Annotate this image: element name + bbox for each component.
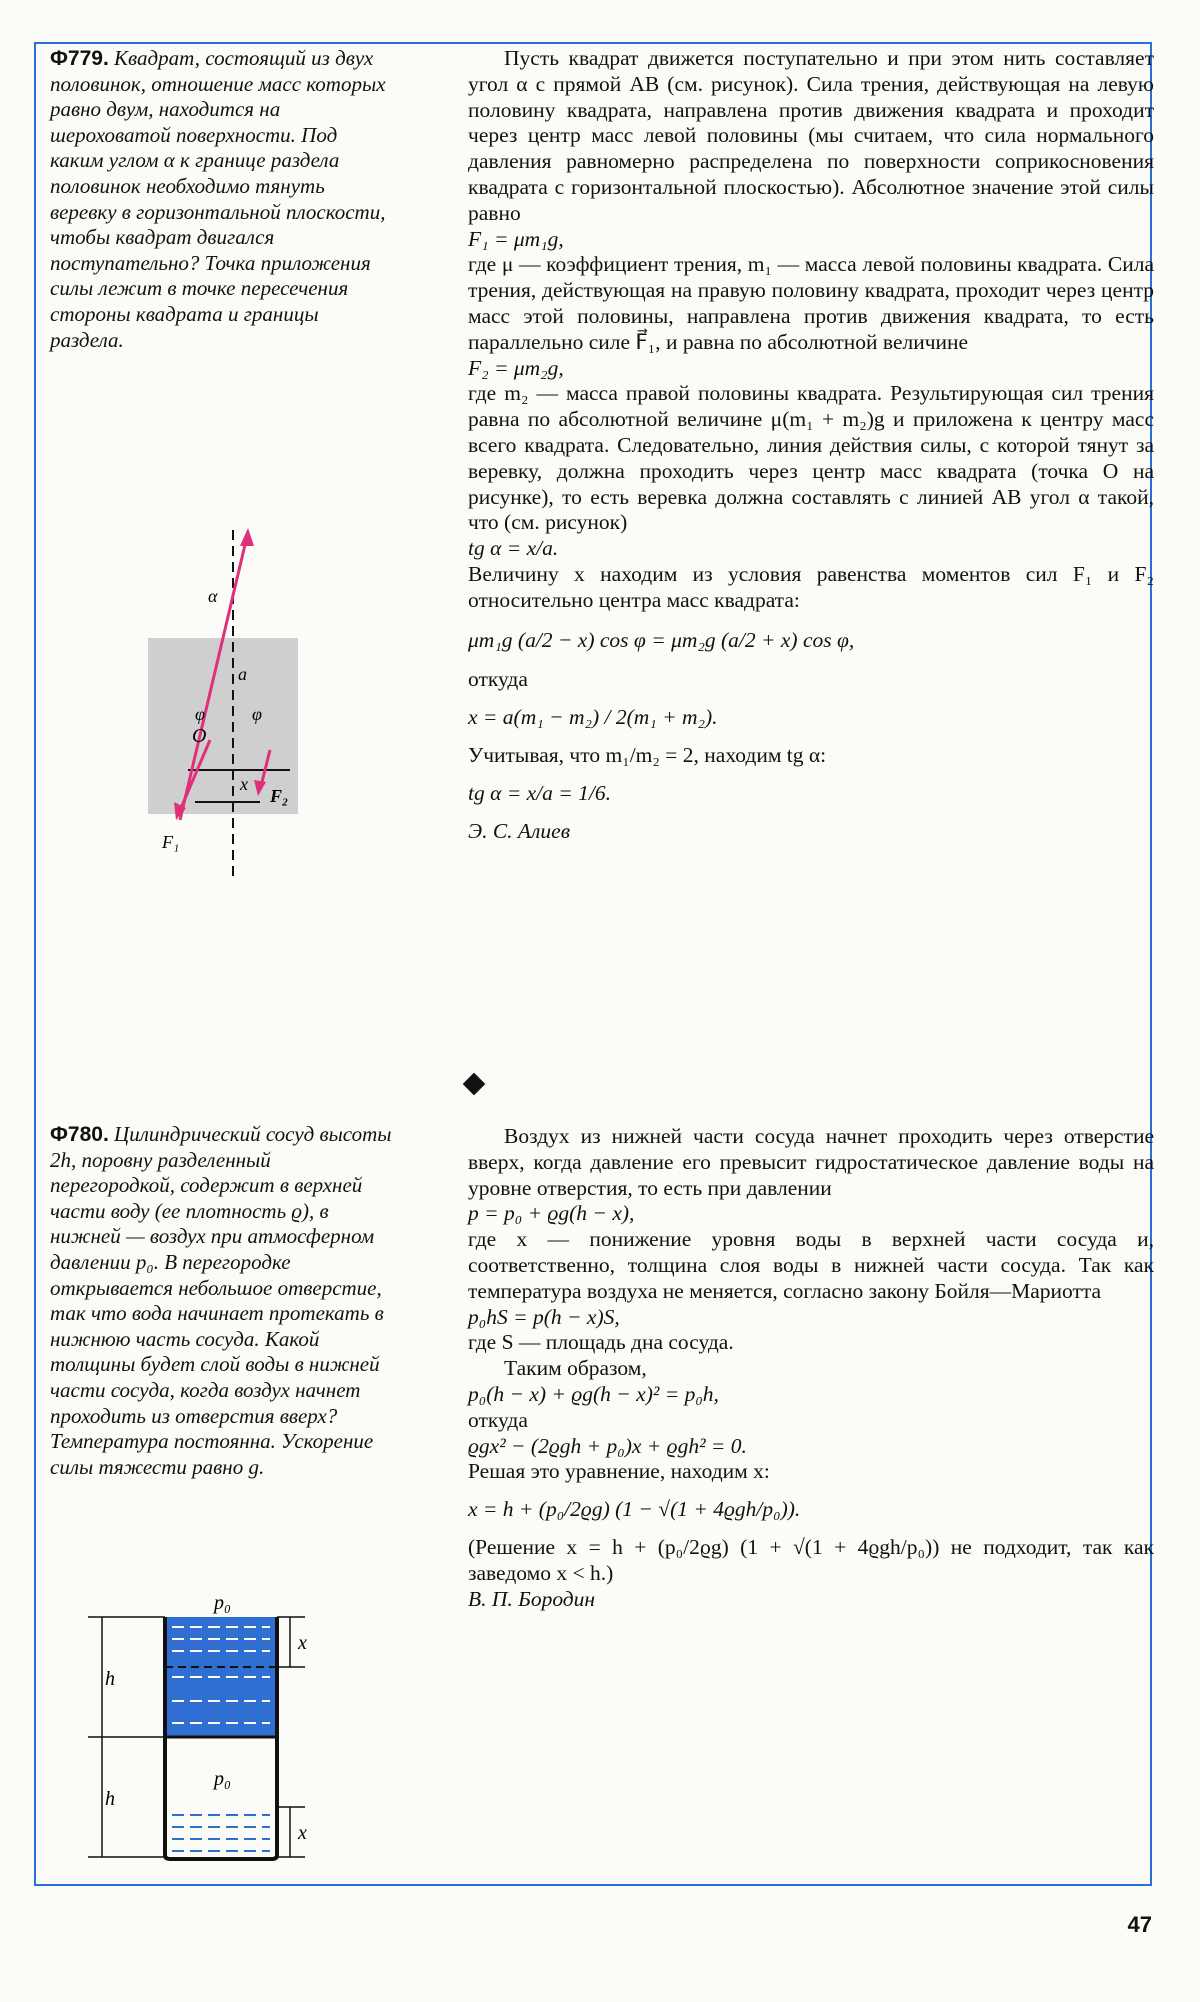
- problem-779-condition: [50, 46, 395, 353]
- label-h-upper: h: [105, 1668, 115, 1690]
- sol779-p1: Пусть квадрат движется поступательно и при этом нить составляет угол α с прямой AB (см. рисунок). Сила трения, действующая на левую половину квадрата, направлена против движения квадрата и проходит через центр масс левой половины (мы считаем, что сила нормального давления равномерно распределена по поверхности соприкосновения квадрата с горизонтальной плоскостью). Абсолютное значение этой силы равно: [468, 46, 1154, 225]
- sol780-p5: откуда: [468, 1407, 528, 1432]
- sol780-p7: (Решение x = h + (p₀/2ϱg) (1 + √(1 + 4ϱgh/p₀)) не подходит, так как заведомо x < h.): [468, 1534, 1154, 1585]
- label-x: x: [240, 774, 248, 794]
- sol780-p3: где S — площадь дна сосуда.: [468, 1330, 734, 1355]
- sol779-p2: где μ — коэффициент трения, m₁ — масса левой половины квадрата. Сила трения, действующая на правую половину квадрата, проходит через центр масс этой половины, направлена против движения квадрата, то есть параллельно силе F⃗₁, и равна по абсолютной величине: [468, 252, 1154, 354]
- sol779-f1: F₁ = μm₁g,: [468, 226, 564, 251]
- sol780-author: В. П. Бородин: [468, 1586, 596, 1611]
- sol780-p2: где x — понижение уровня воды в верхней части сосуда и, соответственно, толщина слоя воды в нижней части сосуда. Так как температура воздуха не меняется, согласно закону Бойля—Мариотта: [468, 1227, 1154, 1303]
- sol779-f5: x = a(m₁ − m₂) / 2(m₁ + m₂).: [468, 705, 718, 730]
- problem-779-label: Ф779.: [50, 47, 109, 70]
- page-number: 47: [1127, 1912, 1152, 1937]
- label-f1: F₁: [162, 832, 180, 852]
- label-a: a: [238, 664, 247, 684]
- sol780-p1: Воздух из нижней части сосуда начнет проходить через отверстие вверх, когда давление его превысит гидростатическое давление воды на уровне отверстия, то есть при давлении: [468, 1124, 1154, 1200]
- label-x-lower: x: [298, 1822, 307, 1844]
- lower-water-waves: [172, 1815, 270, 1851]
- problem-780-text: Цилиндрический сосуд высоты 2h, поровну разделенный перегородкой, содержит в верхней части воду (ее плотность ϱ), в нижней — воздух при атмосферном давлении p₀. В перегородке открывается небольшое отверстие, так что вода начинает протекать в нижнюю часть сосуда. Какой толщины будет слой воды в нижней части сосуда, когда воздух начнет проходить из отверстия вверх? Температура постоянна. Ускорение силы тяжести равно g.: [50, 1122, 392, 1479]
- sol780-f5: x = h + (p₀/2ϱg) (1 − √(1 + 4ϱgh/p₀)).: [468, 1497, 801, 1522]
- sol779-f3: tg α = x/a.: [468, 536, 559, 561]
- sol779-f2: F₂ = μm₂g,: [468, 355, 564, 380]
- label-p0-top: p₀: [214, 1592, 231, 1614]
- sol780-f1: p = p₀ + ϱg(h − x),: [468, 1201, 635, 1226]
- sol779-p6: Учитывая, что m₁/m₂ = 2, находим tg α:: [468, 742, 827, 767]
- sol779-p4: Величину x находим из условия равенства моментов сил F₁ и F₂ относительно центра масс квадрата:: [468, 561, 1154, 612]
- figure-779: [140, 520, 320, 890]
- sol779-p5: откуда: [468, 667, 528, 692]
- problem-779-text: Квадрат, состоящий из двух половинок, отношение масс которых равно двум, находится на шероховатой поверхности. Под каким углом α к границе раздела половинок необходимо тянуть веревку в горизонтальной плоскости, чтобы квадрат двигался поступательно? Точка приложения силы лежит в точке пересечения стороны квадрата и границы раздела.: [50, 46, 386, 352]
- label-phi-right: φ: [252, 704, 262, 724]
- sol780-p6: Решая это уравнение, находим x:: [468, 1459, 770, 1484]
- label-phi-left: φ: [195, 704, 205, 724]
- sol780-p4: Таким образом,: [504, 1356, 647, 1381]
- label-f2: F₂: [270, 786, 289, 806]
- problem-780-solution: [468, 1124, 1154, 1612]
- problem-779-solution: [468, 46, 1154, 844]
- label-alpha: α: [208, 586, 218, 606]
- sol779-f4: μm₁g (a/2 − x) cos φ = μm₂g (a/2 + x) cos φ,: [468, 627, 855, 652]
- label-o: O: [192, 725, 207, 747]
- problem-780-label: Ф780.: [50, 1123, 109, 1146]
- sol780-f4: ϱgx² − (2ϱgh + p₀)x + ϱgh² = 0.: [468, 1433, 747, 1458]
- problem-780-condition: [50, 1122, 395, 1480]
- rope-arrow-head: [240, 528, 254, 546]
- label-p0-inner: p₀: [214, 1768, 231, 1790]
- sol780-f2: p₀hS = p(h − x)S,: [468, 1304, 620, 1329]
- sol779-p3: где m₂ — масса правой половины квадрата. Результирующая сил трения равна по абсолютной величине μ(m₁ + m₂)g и приложена к центру масс всего квадрата. Следовательно, линия действия силы, с которой тянут за веревку, должна проходить через центр масс квадрата (точка O на рисунке), то есть веревка должна составлять с линией AB угол α такой, что (см. рисунок): [468, 381, 1154, 535]
- sol779-author: Э. С. Алиев: [468, 818, 571, 843]
- sol779-f6: tg α = x/a = 1/6.: [468, 780, 612, 805]
- sol780-f3: p₀(h − x) + ϱg(h − x)² = p₀h,: [468, 1381, 719, 1406]
- figure-780: [80, 1575, 380, 1865]
- label-h-lower: h: [105, 1788, 115, 1810]
- label-x-upper: x: [298, 1632, 307, 1654]
